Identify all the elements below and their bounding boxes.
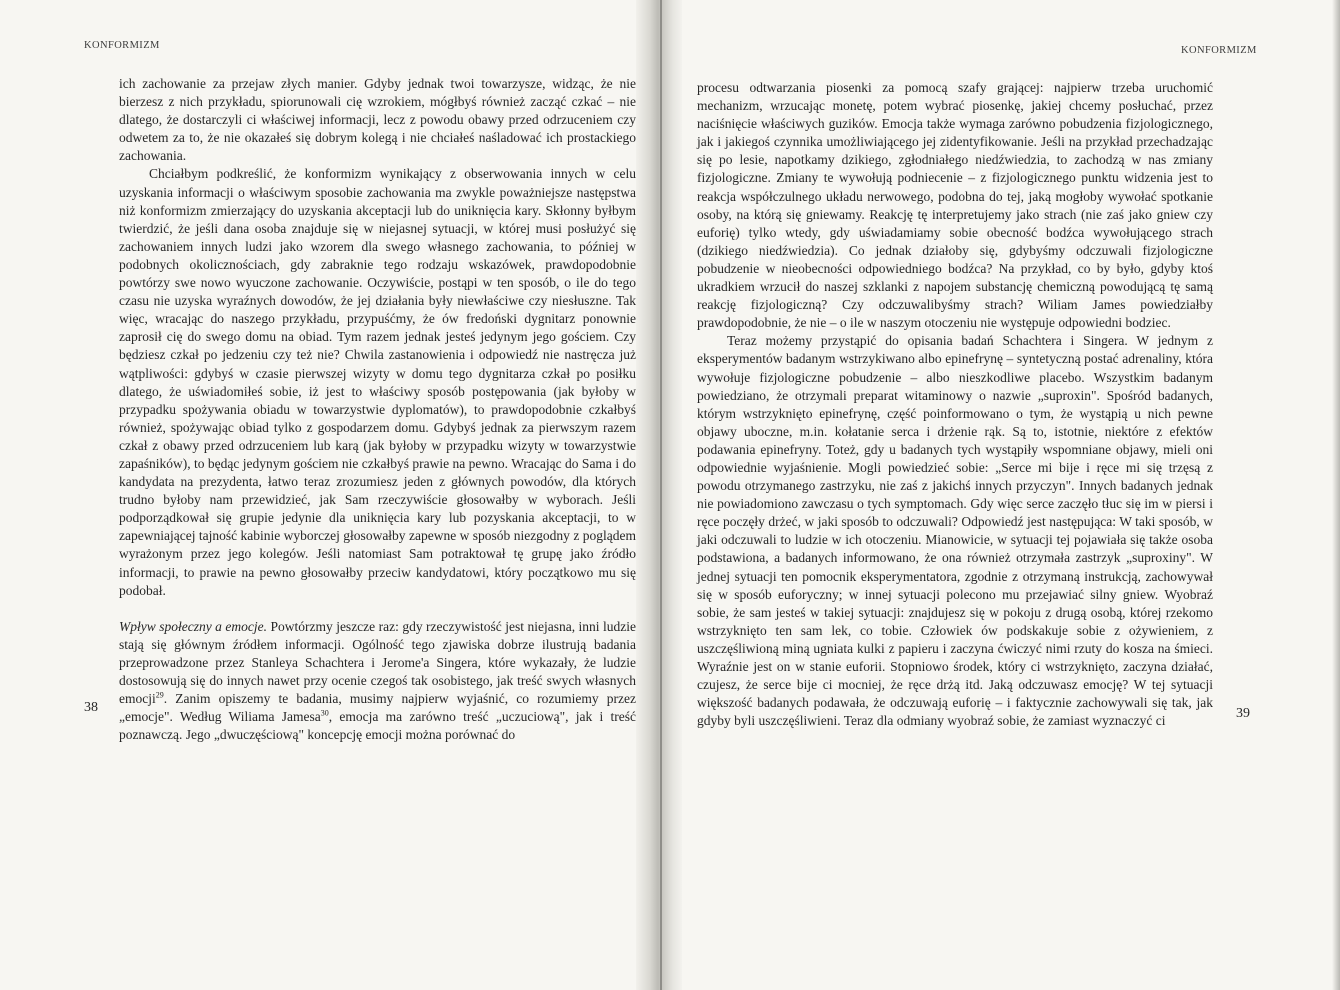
paragraph: Chciałbym podkreślić, że konformizm wynikający z obserwowania innych w celu uzyskania informacji o właściwym sposobie zachowania ma zwykle poważniejsze następstwa niż konformizm zmierzający do uzyskania akceptacji lub do uniknięcia kary. Skłonny byłbym twierdzić, że jeśli dana osoba znajduje się w niejasnej sytuacji, w której musi posłużyć się zachowaniem innych ludzi jako wzorem dla swego własnego zachowania, to później w podobnych okolicznościach, gdy zabraknie tego rodzaju wskazówek, prawdopodobnie powtórzy swe nowo wyuczone zachowanie. Oczywiście, postąpi w ten sposób, o ile do tego czasu nie uzyska wyraźnych dowodów, że jej działania były niewłaściwe czy niesłuszne. Tak więc, wracając do naszego przykładu, przypuśćmy, że ów fredoński dygnitarz ponownie zaprosił cię do swego domu na obiad. Tym razem jednak jesteś jedynym jego gościem. Czy będziesz czkał po jedzeniu czy też nie? Chwila zastanowienia i odpowiedź nie nastręcza już wątpliwości: gdybyś w czasie pierwszej wizyty w domu tego dygnitarza czkał po posiłku dlatego, że uświadomiłeś sobie, iż jest to właściwy sposób postępowania (jak byłoby w przypadku spożywania obiadu w towarzystwie dyplomatów), to prawdopodobnie czkałbyś również, spożywając obiad tylko z gospodarzem domu. Gdybyś jednak za pierwszym razem czkał z obawy przed odrzuceniem lub karą (jak byłoby w przypadku wizyty w towarzystwie zapaśników), to będąc jedynym gościem nie czkałbyś prawie na pewno. Wracając do Sama i do kandydata na prezydenta, łatwo teraz zrozumiesz jeden z głównych powodów, dla których trudno byłoby nam przewidzieć, jak Sam rzeczywiście głosowałby w wyborach. Jeśli podporządkował się grupie jedynie dla uniknięcia kary lub pozyskania akceptacji, to w zapewniającej tajność kabinie wyborczej głosowałby zapewne w sposób niezgodny z poglądem wyrażonym przez jego kolegów. Jeśli natomiast Sam potraktował tę grupę jako źródło informacji, to prawie na pewno głosowałby przeciw kandydatowi, który początkowo mu się podobał. (119, 166, 636, 598)
paragraph: ich zachowanie za przejaw złych manier. Gdyby jednak twoi towarzysze, widząc, że nie bierzesz z nich przykładu, spiorunowali cię wzrokiem, mógłbyś również zacząć czkać – nie dlatego, że dostarczyli ci właściwej informacji, lecz z powodu obawy przed odrzuceniem czy odwetem za to, że nie okazałeś się dobrym kolegą i nie chciałeś naśladować ich prostackiego zachowania. (119, 76, 636, 164)
section-paragraph (119, 618, 636, 745)
section-runin-heading: Wpływ społeczny a emocje. (119, 618, 267, 634)
section-text-a: Powtórzmy jeszcze raz: gdy rzeczywistość jest niejasna, inni ludzie stają się głównym źródłem informacji. Ogólność tego zjawiska dobrze ilustrują badania przeprowadzone przez Stanleya Schachtera i Jerome'a Singera, które wykazały, że ludzie dostosowują się do innych nawet przy ocenie czegoś tak osobistego, jak treść swych własnych emocji (119, 618, 636, 707)
section-text-c: , emocja ma zarówno treść „uczuciową", jak i treść poznawczą. Jego „dwuczęściową" koncepcję emocji można porównać do (119, 709, 636, 743)
running-head-right: KONFORMIZM (1181, 45, 1257, 56)
paragraph: Teraz możemy przystąpić do opisania badań Schachtera i Singera. W jednym z eksperymentów badanym wstrzykiwano albo epinefrynę – syntetyczną postać adrenaliny, która wywołuje fizjologiczne pobudzenie – albo nieszkodliwe placebo. Wszystkim badanym powiedziano, że otrzymali preparat witaminowy o nazwie „suproxin". Spośród badanych, którym wstrzyknięto epinefrynę, część poinformowano o tym, że wystąpią u nich pewne objawy uboczne, m.in. kołatanie serca i drżenie rąk. Są to, istotnie, niektóre z efektów podawania epinefryny. Toteż, gdy u badanych tych wystąpiły wspomniane objawy, mieli oni odpowiednie wyjaśnienie. Mogli powiedzieć sobie: „Serce mi bije i ręce mi się trzęsą z powodu otrzymanego zastrzyku, nie zaś z jakichś innych przyczyn". Innych badanych jednak nie powiadomiono zawczasu o tych symptomach. Gdy więc serce zaczęło tłuc się im w piersi i ręce poczęły drżeć, w jaki sposób to odczuwali? Odpowiedź jest następująca: W taki sposób, w jaki odczuwali to ludzie w ich otoczeniu. Mianowicie, w sytuacji tej pojawiała się także osoba podstawiona, a badanych informowano, że ona również otrzymała zastrzyk „suproxiny". W jednej sytuacji ten pomocnik eksperymentatora, zgodnie z otrzymaną instrukcją, zachowywał się w sposób euforyczny; w innej sytuacji polecono mu przejawiać silny gniew. Wyobraź sobie, że sam jesteś w takiej sytuacji: znajdujesz się w pokoju z drugą osobą, której rzekomo wstrzyknięto ten sam lek, co tobie. Człowiek ów podskakuje sobie z ożywieniem, z uszczęśliwioną miną ugniata kulki z papieru i zaczyna ćwiczyć nimi rzuty do kosza na śmieci. Wyraźnie jest on w stanie euforii. Stopniowo środek, który ci wstrzyknięto, zaczyna działać, czujesz, że serce bije ci mocniej, że ręce drżą itd. Jaką odczuwasz emocję? W tej sytuacji większość badanych podawała, że odczuwają euforię – i faktycznie zachowywali się tak, jak gdyby byli uszczęśliwieni. Teraz dla odmiany wyobraź sobie, że zamiast wyznaczyć ci (697, 333, 1213, 729)
gutter-fold-line (660, 0, 662, 990)
page-number-right: 39 (1236, 706, 1250, 721)
left-page-body (119, 75, 636, 744)
page-edge-shadow (1332, 0, 1340, 990)
footnote-marker[interactable]: 29 (155, 690, 164, 700)
footnote-marker[interactable]: 30 (320, 708, 329, 718)
paragraph: procesu odtwarzania piosenki za pomocą szafy grającej: najpierw trzeba uruchomić mechanizm, wrzucając monetę, potem wybrać piosenkę, jakiej chcemy posłuchać, przez naciśnięcie właściwych guzików. Emocja także wymaga zarówno pobudzenia fizjologicznego, jak i jakiegoś czynnika umożliwiającego jej zidentyfikowanie. Jeśli na przykład przechadzając się po lesie, napotkamy dzikiego, zgłodniałego niedźwiedzia, to zachodzą w nas zmiany fizjologiczne. Zmiany te wywołują podniecenie – z fizjologicznego punktu widzenia jest to reakcja współczulnego układu nerwowego, podobna do tej, jaką mogłoby wywołać spotkanie osoby, na którą się gniewamy. Reakcję tę interpretujemy jako strach (nie zaś jako gniew czy euforię) tylko wtedy, gdy uświadamiamy sobie obecność bodźca wywołującego strach (dzikiego niedźwiedzia). Co jednak działoby się, gdybyśmy odczuwali fizjologiczne pobudzenie w nieobecności odpowiedniego bodźca? Na przykład, co by było, gdyby ktoś ukradkiem wrzucił do naszej szklanki z napojem substancję chemiczną powodującą tę samą reakcję fizjologiczną? Czy odczuwalibyśmy strach? Wiliam James powiedziałby prawdopodobnie, że nie – o ile w naszym otoczeniu nie występuje odpowiedni bodziec. (697, 80, 1213, 331)
section-text-b: . Zanim opiszemy te badania, musimy najpierw wyjaśnić, co rozumiemy przez „emocje". Według Wiliama Jamesa (119, 691, 636, 725)
running-head-left: KONFORMIZM (84, 40, 160, 51)
book-gutter (636, 0, 682, 990)
page-number-left: 38 (84, 700, 98, 715)
right-page-body (697, 79, 1213, 730)
